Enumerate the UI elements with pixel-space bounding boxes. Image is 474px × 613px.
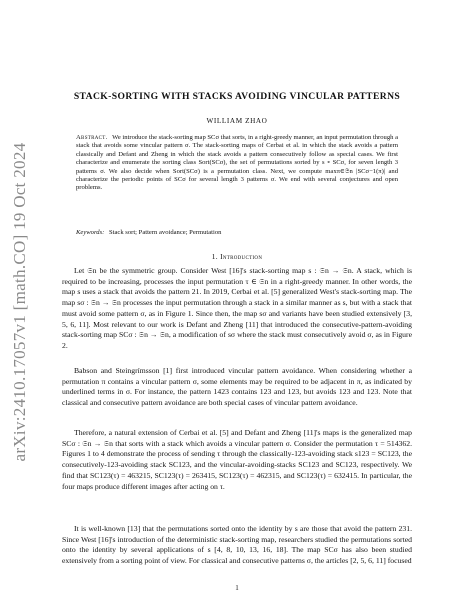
intro-paragraph-2: Babson and Steingrímsson [1] first introduced vincular pattern avoidance. When considering whether a permutation π contains a vincular pattern σ, some elements may be required to be adjacent in π, as indicated by underlined terms in σ. For instance, the pattern 1423 contains 123 and 123, but avoids 123 and 123. Note that classical and consecutive pattern avoidance are both special cases of vincular pattern avoidance. <box>62 366 412 408</box>
intro-paragraph-3: Therefore, a natural extension of Cerbai et al. [5] and Defant and Zheng [11]'s maps is the generalized map SCσ : 𝔖n → 𝔖n that sorts with a stack which avoids a vincular pattern σ. Consider the permutation τ = 514362. Figures 1 to 4 demonstrate the process of sending τ through the classically-123-avoiding stack s123 = SC123, the consecutively-123-avoiding stack SC123, and the vincular-avoiding-stacks SC123 and SC123, respectively. We find that SC123(τ) = 463215, SC123(τ) = 263415, SC123(τ) = 462315, and SC123(τ) = 632415. In particular, the four maps produce different images after acting on τ. <box>62 428 412 491</box>
intro-paragraph-4: It is well-known [13] that the permutations sorted onto the identity by s are those that avoid the pattern 231. Since West [16]'s introduction of the deterministic stack-sorting map, researchers studied the permutations sorted onto the identity by several applications of s [4, 8, 10, 13, 16, 18]. The map SCσ has also been studied extensively from a sorting point of view. For classical and consecutive patterns σ, the articles [2, 5, 6, 11] focused <box>62 524 412 566</box>
keywords <box>76 229 398 237</box>
abstract-label: Abstract. <box>76 134 108 141</box>
arxiv-identifier: arXiv:2410.17057v1 [math.CO] 19 Oct 2024 <box>10 142 29 462</box>
page-number: 1 <box>235 584 239 592</box>
abstract <box>76 134 398 193</box>
section-title: Introduction <box>220 252 263 261</box>
keywords-label: Keywords: <box>76 229 105 236</box>
section-number: 1. <box>211 252 218 261</box>
paper-author: WILLIAM ZHAO <box>206 117 268 125</box>
arxiv-identifier-margin <box>0 0 40 613</box>
intro-paragraph-1: Let 𝔖n be the symmetric group. Consider West [16]'s stack-sorting map s : 𝔖n → 𝔖n. A stack, which is required to be increasing, processes the input permutation τ ∈ 𝔖n in a right-greedy manner. In other words, the map s uses a stack that avoids the pattern 21. In 2019, Cerbai et al. [5] generalized West's stack-sorting map. The map sσ : 𝔖n → 𝔖n processes the input permutation through a stack in a similar manner as s, but with a stack that must avoid some pattern σ, as in Figure 1. Since then, the map sσ and variants have been studied extensively [3, 5, 6, 11]. Most relevant to our work is Defant and Zheng [11] that introduced the consecutive-pattern-avoiding stack-sorting map SCσ : 𝔖n → 𝔖n, a modification of sσ where the stack must consecutively avoid σ, as in Figure 2. <box>62 266 412 350</box>
abstract-text: We introduce the stack-sorting map SCσ that sorts, in a right-greedy manner, an input permutation through a stack that avoids some vincular pattern σ. The stack-sorting maps of Cerbai et al. in which the stack avoids a pattern classically and Defant and Zheng in which the stack avoids a pattern consecutively follow as special cases. We first characterize and enumerate the sorting class Sort(SCσ), the set of permutations sorted by s ∘ SCσ, for seven length 3 patterns σ. We also decide when Sort(SCσ) is a permutation class. Next, we compute maxπ∈𝔖n |SCσ−1(π)| and characterize the periodic points of SCσ for several length 3 patterns σ. We end with several conjectures and open problems. <box>76 134 399 192</box>
keywords-text: Stack sort; Pattern avoidance; Permutation <box>108 229 222 236</box>
paper-title: STACK-SORTING WITH STACKS AVOIDING VINCULAR PATTERNS <box>73 91 401 102</box>
section-heading <box>62 252 412 261</box>
